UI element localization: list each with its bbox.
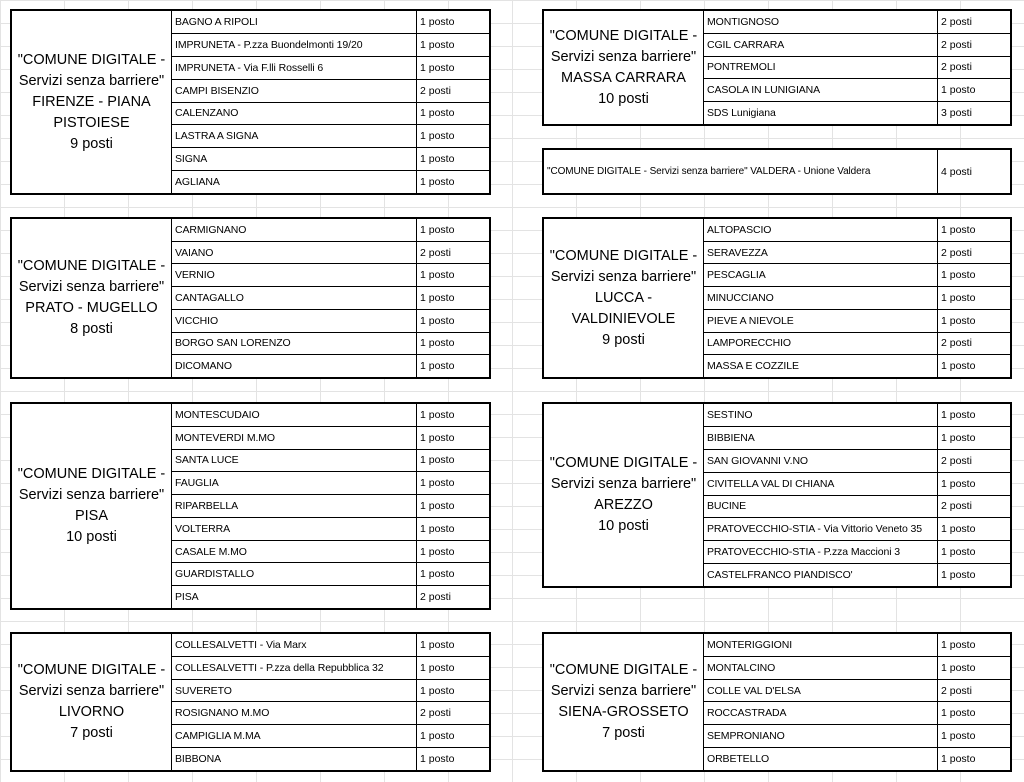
posti-count: 2 posti xyxy=(941,337,972,350)
title-line: "COMUNE DIGITALE - xyxy=(17,466,166,482)
posti-count: 1 posto xyxy=(420,15,455,28)
posti-count: 1 posto xyxy=(941,431,976,444)
posti-count: 1 posto xyxy=(420,314,455,327)
location-name: CAMPI BISENZIO xyxy=(172,80,417,102)
title-line: MASSA CARRARA xyxy=(561,69,686,86)
posti-count: 1 posto xyxy=(420,130,455,143)
location-name: SIGNA xyxy=(172,148,417,170)
posti-count: 1 posto xyxy=(941,638,976,651)
location-name: ROSIGNANO M.MO xyxy=(172,702,417,724)
table-row xyxy=(172,171,489,193)
location-name: PRATOVECCHIO-STIA - P.zza Maccioni 3 xyxy=(704,541,938,563)
location-name: MONTALCINO xyxy=(704,657,938,679)
title-line: 8 posti xyxy=(70,321,113,337)
location-list xyxy=(704,634,1010,770)
posti-count: 1 posto xyxy=(420,684,455,697)
location-name: CASTELFRANCO PIANDISCO' xyxy=(704,564,938,586)
table-row xyxy=(172,310,489,333)
table-row xyxy=(172,450,489,473)
location-name: BIBBIENA xyxy=(704,427,938,449)
location-name: DICOMANO xyxy=(172,355,417,377)
posti-count: 2 posti xyxy=(420,246,451,259)
block-title xyxy=(12,634,172,770)
table-row xyxy=(172,242,489,265)
table-row xyxy=(704,310,1010,333)
table-row xyxy=(172,355,489,377)
location-name: COLLESALVETTI - P.zza della Repubblica 32 xyxy=(172,657,417,679)
title-line: PRATO - MUGELLO xyxy=(25,300,158,316)
table-row xyxy=(704,680,1010,703)
table-row xyxy=(172,634,489,657)
posti-count: 1 posto xyxy=(941,269,976,282)
table-row xyxy=(704,79,1010,102)
location-name: MONTEVERDI M.MO xyxy=(172,427,417,449)
location-name: CGIL CARRARA xyxy=(704,34,938,56)
title-line: "COMUNE DIGITALE - xyxy=(549,27,698,44)
table-row xyxy=(172,427,489,450)
title-line: Servizi senza barriere" xyxy=(18,683,165,699)
posti-count: 2 posti xyxy=(941,246,972,259)
posti-count: 2 posti xyxy=(941,15,972,28)
location-name: SUVERETO xyxy=(172,680,417,702)
block-title xyxy=(544,11,704,124)
block-title xyxy=(544,404,704,586)
location-name: BORGO SAN LORENZO xyxy=(172,333,417,355)
location-list xyxy=(704,219,1010,377)
posti-count: 1 posto xyxy=(420,753,455,766)
location-list xyxy=(704,11,1010,124)
block-valdera xyxy=(542,148,1012,195)
location-name: PISA xyxy=(172,586,417,608)
posti-count: 1 posto xyxy=(420,545,455,558)
location-name: AGLIANA xyxy=(172,171,417,193)
location-name: VERNIO xyxy=(172,264,417,286)
title-line: 9 posti xyxy=(602,331,645,348)
posti-count: 1 posto xyxy=(941,753,976,766)
location-name: SESTINO xyxy=(704,404,938,426)
table-row xyxy=(172,495,489,518)
location-name: IMPRUNETA - P.zza Buondelmonti 19/20 xyxy=(172,34,417,56)
table-row xyxy=(704,634,1010,657)
block-title xyxy=(544,219,704,377)
table-row xyxy=(172,333,489,356)
table-row xyxy=(704,748,1010,770)
table-row xyxy=(172,657,489,680)
posti-count: 1 posto xyxy=(420,360,455,373)
block-title xyxy=(12,219,172,377)
location-list xyxy=(172,219,489,377)
title-line: 9 posti xyxy=(70,135,113,152)
location-name: BIBBONA xyxy=(172,748,417,770)
location-name: RIPARBELLA xyxy=(172,495,417,517)
table-row xyxy=(704,404,1010,427)
table-row xyxy=(172,34,489,57)
location-name: PRATOVECCHIO-STIA - Via Vittorio Veneto 35 xyxy=(704,518,938,540)
location-name: IMPRUNETA - Via F.lli Rosselli 6 xyxy=(172,57,417,79)
block-pisa xyxy=(10,402,491,610)
table-row xyxy=(704,725,1010,748)
block-title xyxy=(12,11,172,193)
posti-count: 2 posti xyxy=(941,500,972,513)
table-row xyxy=(172,680,489,703)
posti-count: 1 posto xyxy=(420,500,455,513)
table-row xyxy=(172,57,489,80)
title-line: PISTOIESE xyxy=(53,114,130,131)
posti-count: 1 posto xyxy=(420,522,455,535)
table-row xyxy=(172,125,489,148)
table-row xyxy=(172,725,489,748)
title-line: FIRENZE - PIANA xyxy=(32,93,151,110)
posti-count: 3 posti xyxy=(941,107,972,120)
table-row xyxy=(172,563,489,586)
title-line: 7 posti xyxy=(602,725,645,741)
posti-count: 1 posto xyxy=(941,523,976,536)
title-line: Servizi senza barriere" xyxy=(550,683,697,699)
table-row xyxy=(704,657,1010,680)
table-row xyxy=(172,518,489,541)
posti-count: 1 posto xyxy=(941,661,976,674)
posti-count: 1 posto xyxy=(941,292,976,305)
block-livorno xyxy=(10,632,491,772)
title-line: Servizi senza barriere" xyxy=(18,72,165,89)
posti-count: 1 posto xyxy=(941,477,976,490)
location-name: VOLTERRA xyxy=(172,518,417,540)
location-name: GUARDISTALLO xyxy=(172,563,417,585)
table-row xyxy=(704,496,1010,519)
posti-count: 1 posto xyxy=(420,638,455,651)
table-row xyxy=(172,80,489,103)
location-name: BAGNO A RIPOLI xyxy=(172,11,417,33)
location-name: CALENZANO xyxy=(172,103,417,125)
posti-count: 1 posto xyxy=(420,107,455,120)
posti-count: 1 posto xyxy=(941,707,976,720)
title-line: 10 posti xyxy=(66,529,117,545)
table-row xyxy=(704,11,1010,34)
posti-count: 1 posto xyxy=(420,153,455,166)
valdera-qty: 4 posti xyxy=(941,165,972,178)
table-row xyxy=(172,586,489,608)
table-row xyxy=(172,11,489,34)
title-line: AREZZO xyxy=(594,497,653,513)
table-row xyxy=(704,34,1010,57)
title-line: PISA xyxy=(74,508,109,524)
title-line: Servizi senza barriere" xyxy=(18,487,165,503)
title-line: "COMUNE DIGITALE - xyxy=(17,51,166,68)
location-name: CASOLA IN LUNIGIANA xyxy=(704,79,938,101)
block-prato-mugello xyxy=(10,217,491,379)
table-row xyxy=(704,427,1010,450)
posti-count: 1 posto xyxy=(941,84,976,97)
block-firenze-piana-pistoiese xyxy=(10,9,491,195)
table-row xyxy=(704,473,1010,496)
location-name: ALTOPASCIO xyxy=(704,219,938,241)
location-name: CASALE M.MO xyxy=(172,541,417,563)
posti-count: 1 posto xyxy=(420,661,455,674)
posti-count: 2 posti xyxy=(941,684,972,697)
posti-count: 1 posto xyxy=(420,176,455,189)
posti-count: 1 posto xyxy=(420,223,455,236)
location-name: CAMPIGLIA M.MA xyxy=(172,725,417,747)
title-line: 7 posti xyxy=(70,725,113,741)
location-name: CARMIGNANO xyxy=(172,219,417,241)
table-row xyxy=(704,541,1010,564)
title-line: LUCCA - VALDINIEVOLE xyxy=(571,289,676,327)
table-row xyxy=(704,355,1010,377)
posti-count: 1 posto xyxy=(420,730,455,743)
block-arezzo xyxy=(542,402,1012,588)
location-name: SANTA LUCE xyxy=(172,450,417,472)
location-list xyxy=(172,404,489,608)
posti-count: 1 posto xyxy=(420,477,455,490)
location-name: FAUGLIA xyxy=(172,472,417,494)
posti-count: 2 posti xyxy=(420,591,451,604)
title-line: "COMUNE DIGITALE - xyxy=(549,455,698,471)
title-line: "COMUNE DIGITALE - xyxy=(549,662,698,678)
location-name: SEMPRONIANO xyxy=(704,725,938,747)
location-name: LASTRA A SIGNA xyxy=(172,125,417,147)
table-row xyxy=(704,264,1010,287)
posti-count: 1 posto xyxy=(941,546,976,559)
table-row xyxy=(704,518,1010,541)
table-row xyxy=(704,57,1010,80)
table-row xyxy=(704,450,1010,473)
posti-count: 1 posto xyxy=(420,454,455,467)
posti-count: 1 posto xyxy=(420,337,455,350)
table-row xyxy=(704,219,1010,242)
location-name: MONTESCUDAIO xyxy=(172,404,417,426)
posti-count: 1 posto xyxy=(941,569,976,582)
posti-count: 2 posti xyxy=(420,707,451,720)
title-line: Servizi senza barriere" xyxy=(550,48,697,65)
location-name: MONTIGNOSO xyxy=(704,11,938,33)
table-row xyxy=(704,287,1010,310)
location-name: ROCCASTRADA xyxy=(704,702,938,724)
posti-count: 1 posto xyxy=(420,408,455,421)
posti-count: 1 posto xyxy=(941,223,976,236)
posti-count: 2 posti xyxy=(941,454,972,467)
location-name: MINUCCIANO xyxy=(704,287,938,309)
table-row xyxy=(704,242,1010,265)
title-line: "COMUNE DIGITALE - xyxy=(549,247,698,264)
posti-count: 1 posto xyxy=(420,269,455,282)
table-row xyxy=(172,472,489,495)
title-line: Servizi senza barriere" xyxy=(550,268,697,285)
title-line: Servizi senza barriere" xyxy=(550,476,697,492)
posti-count: 2 posti xyxy=(420,84,451,97)
title-line: Servizi senza barriere" xyxy=(18,279,165,295)
table-row xyxy=(172,702,489,725)
table-row xyxy=(704,102,1010,124)
location-name: COLLE VAL D'ELSA xyxy=(704,680,938,702)
posti-count: 1 posto xyxy=(420,38,455,51)
block-title xyxy=(12,404,172,608)
location-name: COLLESALVETTI - Via Marx xyxy=(172,634,417,656)
location-list xyxy=(172,11,489,193)
posti-count: 2 posti xyxy=(941,38,972,51)
location-list xyxy=(704,404,1010,586)
title-line: 10 posti xyxy=(598,518,649,534)
location-name: MONTERIGGIONI xyxy=(704,634,938,656)
block-lucca-valdinievole xyxy=(542,217,1012,379)
posti-count: 2 posti xyxy=(941,61,972,74)
title-line: SIENA-GROSSETO xyxy=(558,704,689,720)
posti-count: 1 posto xyxy=(420,431,455,444)
posti-count: 1 posto xyxy=(420,568,455,581)
title-line: "COMUNE DIGITALE - xyxy=(17,258,166,274)
posti-count: 1 posto xyxy=(941,314,976,327)
table-row xyxy=(172,264,489,287)
table-row xyxy=(704,333,1010,356)
title-line: "COMUNE DIGITALE - xyxy=(17,662,166,678)
location-name: LAMPORECCHIO xyxy=(704,333,938,355)
location-name: PONTREMOLI xyxy=(704,57,938,79)
location-name: PIEVE A NIEVOLE xyxy=(704,310,938,332)
location-name: SERAVEZZA xyxy=(704,242,938,264)
location-name: ORBETELLO xyxy=(704,748,938,770)
posti-count: 1 posto xyxy=(420,292,455,305)
location-list xyxy=(172,634,489,770)
location-name: SDS Lunigiana xyxy=(704,102,938,124)
title-line: LIVORNO xyxy=(58,704,125,720)
location-name: VAIANO xyxy=(172,242,417,264)
table-row xyxy=(172,748,489,770)
location-name: BUCINE xyxy=(704,496,938,518)
location-name: PESCAGLIA xyxy=(704,264,938,286)
location-name: SAN GIOVANNI V.NO xyxy=(704,450,938,472)
posti-count: 1 posto xyxy=(941,730,976,743)
block-title xyxy=(544,634,704,770)
block-massa-carrara xyxy=(542,9,1012,126)
table-row xyxy=(172,404,489,427)
valdera-name: "COMUNE DIGITALE - Servizi senza barriere" VALDERA - Unione Valdera xyxy=(544,150,938,193)
table-row xyxy=(704,702,1010,725)
title-line: 10 posti xyxy=(598,90,649,107)
table-row xyxy=(172,148,489,171)
location-name: CIVITELLA VAL DI CHIANA xyxy=(704,473,938,495)
table-row xyxy=(172,103,489,126)
location-name: MASSA E COZZILE xyxy=(704,355,938,377)
table-row xyxy=(172,287,489,310)
location-name: VICCHIO xyxy=(172,310,417,332)
block-siena-grosseto xyxy=(542,632,1012,772)
table-row xyxy=(172,219,489,242)
posti-count: 1 posto xyxy=(420,61,455,74)
posti-count: 1 posto xyxy=(941,360,976,373)
table-row xyxy=(704,564,1010,586)
location-name: CANTAGALLO xyxy=(172,287,417,309)
table-row xyxy=(172,541,489,564)
posti-count: 1 posto xyxy=(941,408,976,421)
